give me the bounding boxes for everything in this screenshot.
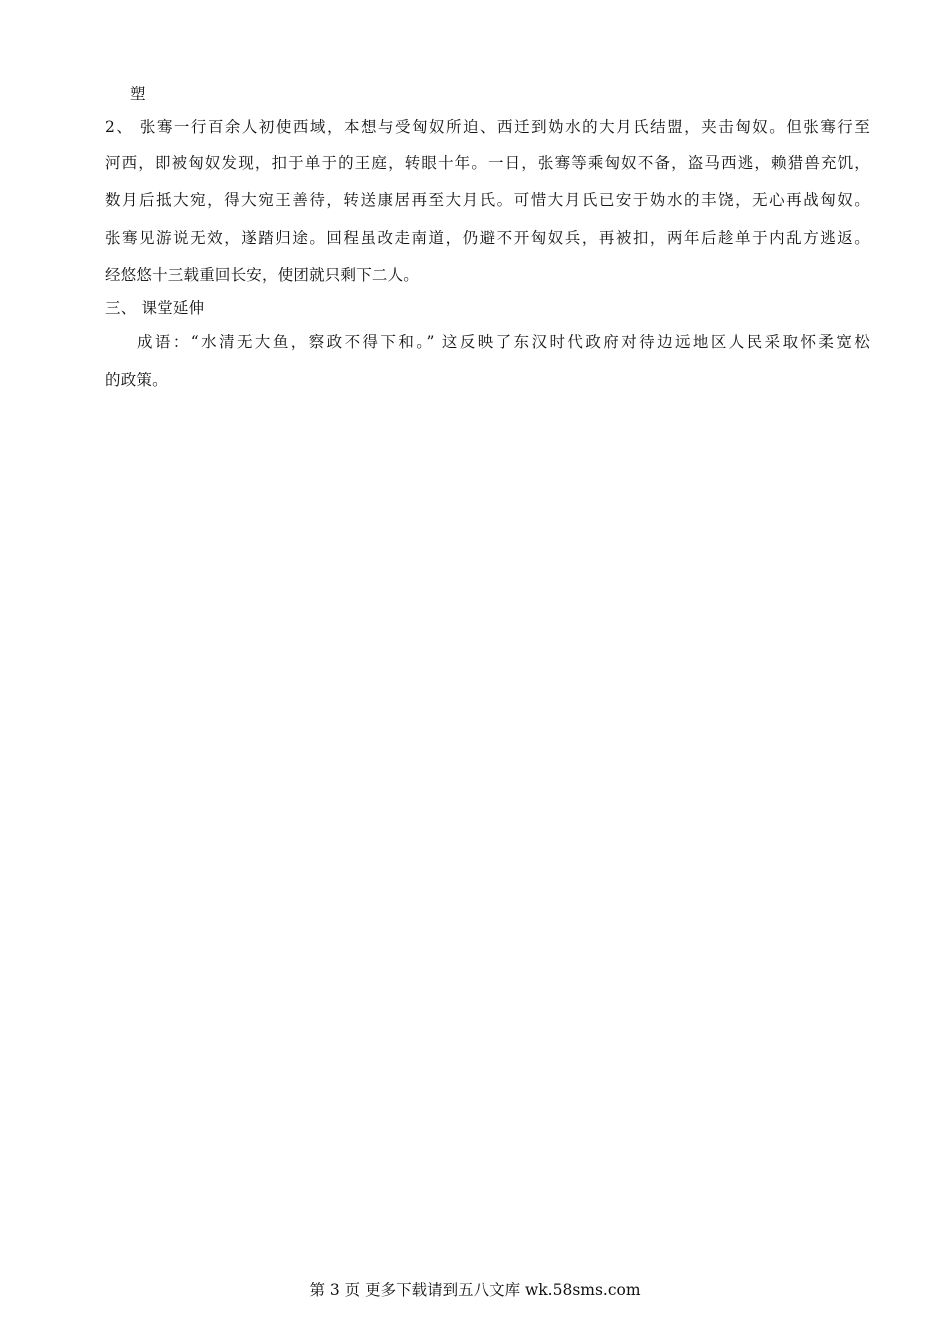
text-line-6: 经悠悠十三载重回长安，使团就只剩下二人。 [105,266,420,284]
text-line-9: 的政策。 [105,371,168,389]
text-line-3: 河西，即被匈奴发现，扣于单于的王庭，转眼十年。一日，张骞等乘匈奴不备，盗马西逃，赖猎兽充饥， [105,154,870,172]
text-line-8: 成语：“水清无大鱼，察政不得下和。” 这反映了东汉时代政府对待边远地区人民采取怀柔宽松 [137,333,870,351]
section-heading: 三、 课堂延伸 [105,299,205,317]
text-line-1: 塑 [130,85,146,103]
text-line-5: 张骞见游说无效，遂踏归途。回程虽改走南道，仍避不开匈奴兵，再被扣，两年后趁单于内乱方逃返。 [105,229,870,247]
text-line-2: 2、 张骞一行百余人初使西域，本想与受匈奴所迫、西迁到妫水的大月氏结盟，夹击匈奴。但张骞行至 [105,118,870,136]
page-footer: 第 3 页 更多下载请到五八文库 wk.58sms.com [309,1281,641,1299]
text-line-4: 数月后抵大宛，得大宛王善待，转送康居再至大月氏。可惜大月氏已安于妫水的丰饶，无心再战匈奴。 [105,191,870,209]
